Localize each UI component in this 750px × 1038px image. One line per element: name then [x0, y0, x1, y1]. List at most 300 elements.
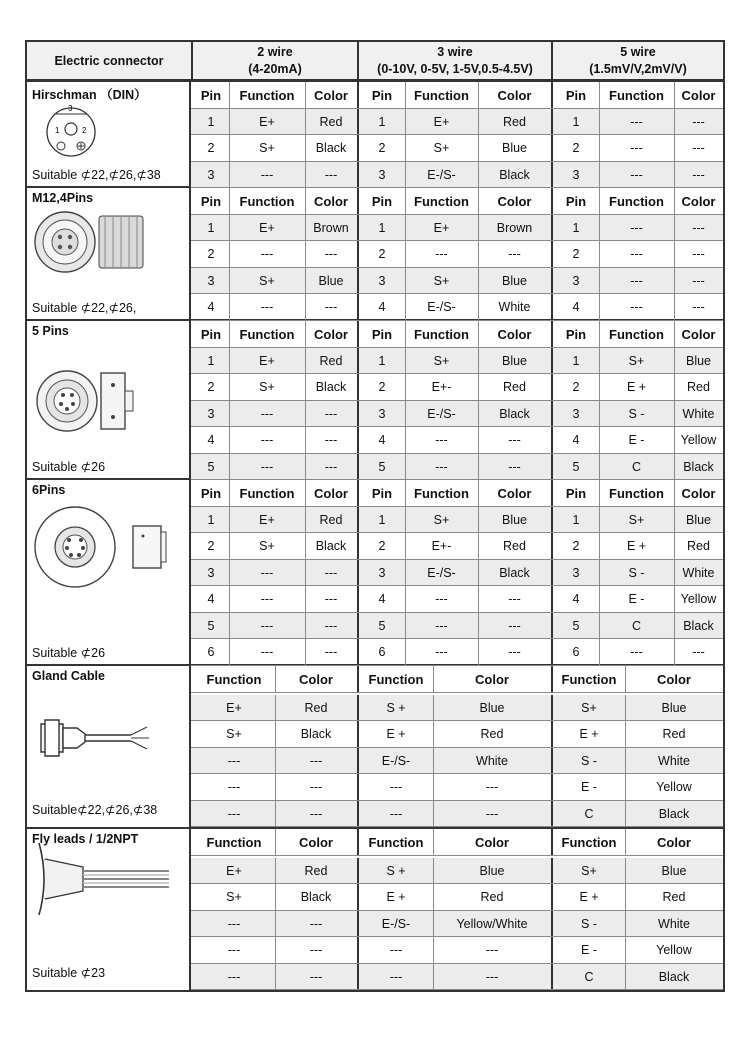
- cell-pin: 4: [207, 433, 215, 448]
- table-row: [191, 374, 723, 401]
- cell-color: ---: [324, 247, 338, 262]
- cell-function: ---: [227, 969, 241, 984]
- cell-function: S+: [259, 539, 275, 554]
- cell-color: ---: [508, 433, 521, 448]
- cell-function: S+: [433, 141, 450, 156]
- table-row: [191, 454, 723, 481]
- cell-function: S+: [259, 141, 275, 156]
- cell-function: ---: [260, 300, 274, 315]
- cell-color: Yellow: [656, 780, 692, 795]
- cell-color: Red: [662, 890, 686, 905]
- cell-color: Blue: [501, 141, 528, 156]
- table-row: [191, 639, 723, 666]
- column-header-function: Function: [609, 193, 664, 209]
- connector-section-0: [25, 82, 725, 188]
- cell-function: ---: [630, 300, 643, 315]
- cell-function: E+: [259, 512, 275, 527]
- column-header-color: Color: [497, 87, 532, 103]
- cell-pin: 4: [207, 592, 215, 607]
- cell-color: ---: [692, 167, 705, 182]
- cell-function: ---: [260, 406, 274, 421]
- cell-color: Yellow/White: [456, 916, 528, 931]
- cell-function: ---: [389, 969, 403, 984]
- wiring-table: [25, 40, 725, 996]
- connector-info: [27, 480, 191, 664]
- cell-color: Red: [687, 539, 710, 554]
- cell-function: S+: [433, 273, 450, 288]
- cell-color: ---: [692, 300, 705, 315]
- cell-pin: 4: [572, 592, 580, 607]
- cell-function: ---: [389, 943, 403, 958]
- cell-color: ---: [508, 618, 521, 633]
- cell-pin: 2: [207, 539, 215, 554]
- column-header-color: Color: [657, 671, 691, 687]
- connector-info: [27, 829, 191, 990]
- cell-color: Red: [480, 727, 504, 742]
- group-header-5wire: 5 wire (1.5mV/V,2mV/V): [589, 45, 687, 76]
- cell-color: Brown: [313, 220, 349, 235]
- table-row: [191, 401, 723, 428]
- column-header-color: Color: [497, 485, 532, 501]
- cell-function: C: [584, 806, 594, 821]
- connector-name: M12,4Pins: [32, 191, 94, 205]
- cell-color: Red: [304, 700, 328, 715]
- column-header-function: Function: [239, 87, 295, 103]
- cell-color: Red: [319, 353, 343, 368]
- cell-function: C: [631, 618, 642, 633]
- table-row: [191, 801, 723, 828]
- cell-pin: 1: [378, 114, 386, 129]
- cell-color: Black: [658, 969, 690, 984]
- cell-pin: 6: [207, 645, 215, 660]
- table-row: [191, 964, 723, 991]
- cell-function: S+: [628, 512, 645, 527]
- connector-header-label: Electric connector: [54, 53, 164, 68]
- column-header-color: Color: [497, 326, 532, 342]
- cell-function: ---: [260, 167, 274, 182]
- cell-color: Black: [315, 380, 347, 395]
- cell-color: ---: [692, 273, 705, 288]
- cell-color: White: [682, 406, 715, 421]
- connector-illustration: [29, 361, 139, 441]
- column-header-color: Color: [657, 834, 691, 850]
- cell-pin: 1: [572, 512, 580, 527]
- connector-illustration: [31, 839, 171, 919]
- column-header-color: Color: [681, 485, 716, 501]
- connector-illustration: [29, 502, 169, 592]
- connector-name: Fly leads / 1/2NPT: [32, 832, 139, 846]
- cell-function: E-/S-: [427, 406, 456, 421]
- column-header-color: Color: [314, 326, 348, 342]
- cell-color: Blue: [685, 512, 712, 527]
- cell-color: ---: [309, 943, 323, 958]
- column-header-color: Color: [497, 193, 532, 209]
- cell-function: S +: [386, 863, 406, 878]
- table-row: [191, 348, 723, 375]
- column-header-pin: Pin: [200, 485, 222, 501]
- table-row: [191, 533, 723, 560]
- cell-pin: 3: [378, 273, 386, 288]
- cell-function: S +: [386, 700, 406, 715]
- cell-pin: 1: [378, 512, 386, 527]
- cell-function: ---: [630, 167, 643, 182]
- column-header-row: [191, 82, 723, 109]
- cell-pin: 4: [378, 592, 386, 607]
- cell-function: ---: [260, 592, 274, 607]
- column-header-function: Function: [609, 485, 664, 501]
- table-row: [191, 427, 723, 454]
- cell-function: S -: [628, 565, 645, 580]
- cell-color: ---: [485, 943, 499, 958]
- column-header-function: Function: [239, 326, 295, 342]
- connector-section-2: [25, 321, 725, 480]
- cell-function: E +: [626, 380, 647, 395]
- connector-section-4: [25, 666, 725, 829]
- column-header-color: Color: [299, 834, 333, 850]
- cell-function: E+: [433, 220, 450, 235]
- cell-color: Black: [315, 141, 347, 156]
- cell-color: Blue: [479, 863, 505, 878]
- cell-color: Brown: [496, 220, 533, 235]
- table-row: [191, 507, 723, 534]
- connector-info: [27, 666, 191, 827]
- cell-color: White: [682, 565, 715, 580]
- cell-color: ---: [485, 969, 499, 984]
- suitable-sizes: Suitable ⊄26: [32, 460, 106, 474]
- cell-function: ---: [227, 753, 241, 768]
- cell-function: ---: [389, 780, 403, 795]
- table-row: [191, 294, 723, 321]
- column-header-function: Function: [414, 87, 469, 103]
- cell-color: White: [498, 300, 531, 315]
- cell-function: S -: [628, 406, 645, 421]
- column-header-pin: Pin: [200, 193, 222, 209]
- cell-color: ---: [309, 806, 323, 821]
- table-row: [191, 560, 723, 587]
- cell-color: ---: [485, 780, 499, 795]
- cell-function: ---: [630, 247, 643, 262]
- column-header-color: Color: [314, 193, 348, 209]
- cell-function: ---: [260, 618, 274, 633]
- suitable-sizes: Suitable ⊄23: [32, 966, 106, 980]
- cell-pin: 1: [378, 353, 386, 368]
- cell-color: ---: [508, 459, 521, 474]
- cell-function: S+: [226, 890, 242, 905]
- cell-color: ---: [309, 969, 323, 984]
- connector-header: [27, 42, 191, 80]
- cell-color: ---: [309, 780, 323, 795]
- table-row: [191, 586, 723, 613]
- column-header-function: Function: [561, 671, 617, 687]
- cell-color: Black: [499, 167, 530, 182]
- suitable-sizes: Suitable ⊄22,⊄26,: [32, 301, 137, 315]
- cell-color: Blue: [661, 863, 687, 878]
- connector-name: 5 Pins: [32, 324, 69, 338]
- column-header-function: Function: [609, 87, 664, 103]
- table-row: [191, 884, 723, 911]
- cell-pin: 3: [378, 167, 386, 182]
- cell-function: E+: [226, 700, 242, 715]
- din-label-top: 3: [68, 104, 73, 113]
- cell-color: Black: [683, 459, 714, 474]
- connector-name: Hirschman （DIN）: [32, 88, 147, 102]
- group-header-2wire: 2 wire (4-20mA): [248, 45, 302, 76]
- cell-function: E+: [259, 114, 275, 129]
- table-row: [191, 721, 723, 748]
- cell-color: ---: [324, 618, 338, 633]
- column-header-pin: Pin: [371, 87, 393, 103]
- table-row: [191, 215, 723, 242]
- column-header-pin: Pin: [200, 87, 222, 103]
- cell-function: E -: [581, 943, 597, 958]
- cell-color: Blue: [501, 353, 528, 368]
- cell-pin: 3: [572, 273, 580, 288]
- cell-pin: 1: [207, 512, 215, 527]
- cell-pin: 5: [572, 618, 580, 633]
- cell-color: Red: [319, 512, 343, 527]
- cell-function: E+-: [431, 539, 452, 554]
- cell-function: ---: [260, 645, 274, 660]
- cell-color: Blue: [501, 512, 528, 527]
- cell-function: ---: [227, 943, 241, 958]
- cell-color: White: [658, 916, 690, 931]
- cell-color: Red: [304, 863, 328, 878]
- cell-color: Blue: [501, 273, 528, 288]
- cell-function: E -: [628, 592, 645, 607]
- cell-color: Red: [503, 114, 526, 129]
- cell-pin: 1: [572, 353, 580, 368]
- cell-function: E+: [259, 353, 275, 368]
- column-header-row: [191, 666, 723, 693]
- table-row: [191, 858, 723, 885]
- cell-color: ---: [309, 916, 323, 931]
- cell-function: E+: [433, 114, 450, 129]
- column-header-row: [191, 829, 723, 856]
- cell-function: E +: [579, 890, 599, 905]
- cell-color: Yellow: [656, 943, 692, 958]
- column-header-color: Color: [475, 834, 509, 850]
- cell-pin: 2: [378, 141, 386, 156]
- cell-function: ---: [260, 433, 274, 448]
- cell-color: Red: [687, 380, 710, 395]
- cell-color: ---: [692, 141, 705, 156]
- suitable-sizes: Suitable ⊄26: [32, 646, 106, 660]
- column-header-color: Color: [681, 326, 716, 342]
- column-header-color: Color: [314, 87, 348, 103]
- column-header-function: Function: [206, 834, 262, 850]
- cell-pin: 1: [572, 114, 580, 129]
- cell-function: ---: [435, 433, 448, 448]
- cell-function: C: [584, 969, 594, 984]
- cell-color: ---: [692, 220, 705, 235]
- column-header-color: Color: [475, 671, 509, 687]
- column-header-pin: Pin: [371, 193, 393, 209]
- cell-function: S+: [259, 380, 275, 395]
- cell-pin: 1: [207, 353, 215, 368]
- cell-color: Red: [503, 380, 526, 395]
- cell-function: E +: [626, 539, 647, 554]
- cell-function: S+: [433, 512, 450, 527]
- cell-color: Black: [658, 806, 690, 821]
- cell-pin: 2: [207, 247, 215, 262]
- column-header-function: Function: [239, 193, 295, 209]
- connector-name: Gland Cable: [32, 669, 105, 683]
- cell-pin: 5: [378, 459, 386, 474]
- cell-color: ---: [324, 592, 338, 607]
- cell-function: E -: [628, 433, 645, 448]
- group-header-3wire: 3 wire (0-10V, 0-5V, 1-5V,0.5-4.5V): [377, 45, 533, 76]
- cell-pin: 4: [572, 433, 580, 448]
- table-row: [191, 268, 723, 295]
- cell-pin: 2: [572, 539, 580, 554]
- cell-pin: 6: [378, 645, 386, 660]
- column-header-function: Function: [414, 193, 469, 209]
- cell-color: ---: [485, 806, 499, 821]
- column-header-row: [191, 480, 723, 507]
- cell-function: E-/S-: [427, 167, 456, 182]
- column-header-function: Function: [368, 834, 424, 850]
- cell-function: E-/S-: [381, 753, 411, 768]
- cell-pin: 2: [207, 380, 215, 395]
- cell-pin: 4: [572, 300, 580, 315]
- cell-pin: 5: [207, 618, 215, 633]
- cell-color: ---: [324, 645, 338, 660]
- cell-function: ---: [435, 247, 448, 262]
- cell-pin: 3: [572, 406, 580, 421]
- cell-color: ---: [324, 433, 338, 448]
- cell-function: ---: [630, 220, 643, 235]
- column-header-pin: Pin: [565, 485, 587, 501]
- cell-color: ---: [508, 592, 521, 607]
- cell-pin: 3: [378, 565, 386, 580]
- column-header-function: Function: [206, 671, 262, 687]
- column-header-color: Color: [299, 671, 333, 687]
- connector-section-1: [25, 188, 725, 321]
- table-row: [191, 109, 723, 136]
- cell-pin: 3: [572, 565, 580, 580]
- cell-pin: 1: [207, 114, 215, 129]
- connector-info: [27, 321, 191, 478]
- cell-function: ---: [227, 780, 241, 795]
- cell-pin: 4: [378, 433, 386, 448]
- column-header-function: Function: [368, 671, 424, 687]
- cell-function: ---: [260, 247, 274, 262]
- cell-function: S+: [628, 353, 645, 368]
- suitable-sizes: Suitable ⊄22,⊄26,⊄38: [32, 168, 161, 182]
- cell-pin: 2: [378, 380, 386, 395]
- column-header-color: Color: [681, 87, 716, 103]
- cell-function: S -: [581, 753, 597, 768]
- table-row: [191, 774, 723, 801]
- cell-color: Red: [662, 727, 686, 742]
- cell-function: ---: [630, 273, 643, 288]
- cell-function: ---: [630, 114, 643, 129]
- cell-function: E +: [579, 727, 599, 742]
- connector-section-3: [25, 480, 725, 666]
- column-header-function: Function: [609, 326, 664, 342]
- cell-color: Black: [315, 539, 347, 554]
- cell-function: ---: [227, 806, 241, 821]
- cell-color: Blue: [318, 273, 344, 288]
- cell-pin: 2: [378, 247, 386, 262]
- cell-pin: 5: [207, 459, 215, 474]
- cell-pin: 1: [378, 220, 386, 235]
- table-row: [191, 748, 723, 775]
- column-header-function: Function: [414, 326, 469, 342]
- cell-color: Black: [300, 727, 332, 742]
- cell-color: ---: [692, 247, 705, 262]
- column-header-pin: Pin: [200, 326, 222, 342]
- cell-color: ---: [324, 565, 338, 580]
- cell-color: Black: [499, 565, 530, 580]
- column-header-pin: Pin: [565, 87, 587, 103]
- cell-function: ---: [435, 459, 448, 474]
- cell-color: Blue: [685, 353, 712, 368]
- connector-illustration: [41, 102, 101, 162]
- cell-function: ---: [435, 592, 448, 607]
- cell-function: ---: [435, 645, 448, 660]
- cell-function: E+: [259, 220, 275, 235]
- cell-color: ---: [309, 753, 323, 768]
- cell-function: E -: [581, 780, 597, 795]
- cell-color: ---: [692, 645, 705, 660]
- cell-function: ---: [227, 916, 241, 931]
- table-row: [191, 241, 723, 268]
- cell-function: S+: [581, 863, 597, 878]
- connector-section-5: [25, 829, 725, 992]
- cell-function: S+: [226, 727, 242, 742]
- cell-pin: 2: [572, 380, 580, 395]
- column-header-function: Function: [561, 834, 617, 850]
- cell-function: E +: [386, 727, 406, 742]
- cell-color: White: [476, 753, 508, 768]
- cell-function: ---: [630, 141, 643, 156]
- connector-info: [27, 188, 191, 319]
- cell-function: ---: [389, 806, 403, 821]
- cell-color: ---: [324, 167, 338, 182]
- column-header-row: [191, 188, 723, 215]
- cell-color: Blue: [661, 700, 687, 715]
- table-row: [191, 937, 723, 964]
- cell-pin: 2: [207, 141, 215, 156]
- cell-color: ---: [324, 300, 338, 315]
- cell-function: E-/S-: [427, 565, 456, 580]
- cell-color: ---: [692, 114, 705, 129]
- cell-pin: 2: [572, 141, 580, 156]
- column-header-row: [191, 321, 723, 348]
- cell-color: ---: [508, 247, 521, 262]
- cell-color: Blue: [479, 700, 505, 715]
- cell-color: Yellow: [680, 433, 717, 448]
- cell-color: Black: [300, 890, 332, 905]
- cell-pin: 1: [207, 220, 215, 235]
- column-header-color: Color: [681, 193, 716, 209]
- cell-pin: 6: [572, 645, 580, 660]
- cell-color: Red: [480, 890, 504, 905]
- connector-name: 6Pins: [32, 483, 66, 497]
- cell-color: ---: [324, 459, 338, 474]
- column-header-pin: Pin: [565, 326, 587, 342]
- cell-function: ---: [435, 618, 448, 633]
- cell-pin: 2: [572, 247, 580, 262]
- connector-illustration: [29, 202, 149, 282]
- cell-pin: 5: [378, 618, 386, 633]
- column-header-function: Function: [239, 485, 295, 501]
- column-header-pin: Pin: [565, 193, 587, 209]
- cell-color: Black: [683, 618, 714, 633]
- column-header-function: Function: [414, 485, 469, 501]
- cell-function: ---: [260, 565, 274, 580]
